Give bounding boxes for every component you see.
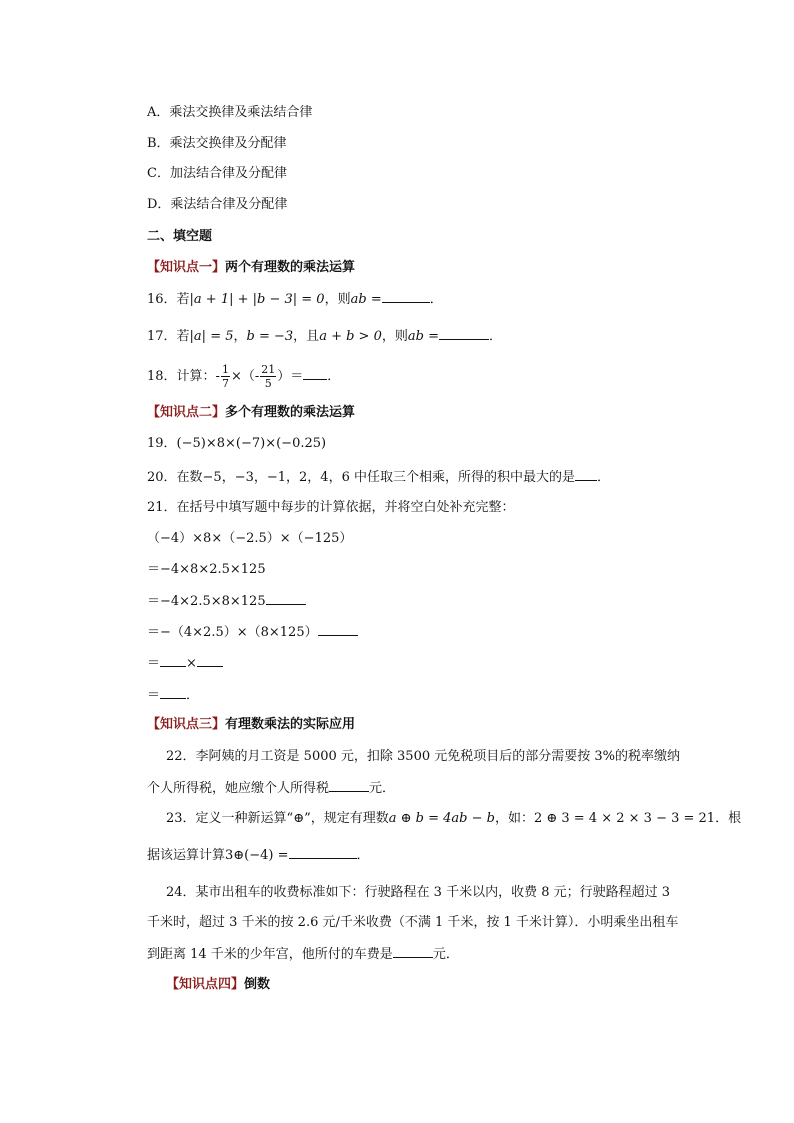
q24-unit: 元． [432,947,459,962]
kp-title: 两个有理数的乘法运算 [225,260,356,275]
q21-step-2 [147,592,306,611]
option-d: D．乘法结合律及分配律 [147,197,288,212]
question-19: 19．(−5)×8×(−7)×(−0.25) [147,436,327,451]
answer-blank[interactable] [160,654,186,667]
section-title: 二、填空题 [147,229,213,244]
option-c: C．加法结合律及分配律 [147,166,287,181]
answer-blank[interactable] [329,779,369,792]
question-17 [147,327,502,346]
q21-step-1: ＝−4×8×2.5×125 [147,562,266,577]
q21-times: × [186,656,197,671]
question-23-line-1 [166,810,741,828]
q23-example: 2 ⊕ 3 = 4 × 2 × 3 − 3 = 21 [533,811,716,826]
q16-connector: ，则 [324,292,351,307]
q23-tail: ．根 [715,811,742,826]
q17-and: ，且 [293,329,320,344]
q17-end: ． [488,329,502,344]
q21-eq: ＝ [147,656,161,671]
answer-blank[interactable] [160,686,186,699]
question-22-line-2 [147,779,395,798]
q17-cond-sum: a + b > 0 [319,329,382,344]
answer-blank[interactable] [575,468,597,481]
q18-end: ． [327,369,341,384]
knowledge-point-4: 【知识点四】倒数 [166,977,271,992]
q21-step-4 [147,654,223,673]
q23-calc: 3⊕(−4) = [225,848,289,863]
frac-denominator: 7 [221,377,229,390]
q20-text: 20．在数−5，−3，−1，2，4，6 中任取三个相乘，所得的积中最大的是 [147,470,575,485]
q23-eg: ，如： [494,811,534,826]
q16-expression: |a + 1| + |b − 3| = 0 [189,292,325,307]
q21-step-2-text: ＝−4×2.5×8×125 [147,594,266,609]
q17-ask: ab = [407,329,439,344]
q23-text: 23．定义一种新运算“⊕”，规定有理数 [166,811,389,826]
fraction-21-5 [260,363,276,390]
q17-number: 17．若 [147,329,190,344]
frac-numerator: 1 [221,363,229,376]
question-18 [147,362,340,392]
frac-denominator: 5 [264,377,272,390]
option-a: A．乘法交换律及乘法结合律 [147,105,313,120]
q20-end: ． [596,470,610,485]
q21-step-3-text: ＝−（4×2.5）×（8×125） [147,625,318,640]
question-24-line-2: 千米时，超过 3 千米的按 2.6 元/千米收费（不满 1 千米，按 1 千米计算）．小明乘坐出租车 [147,915,679,930]
q21-step-5 [147,686,199,705]
answer-blank[interactable] [197,654,223,667]
reason-blank[interactable] [266,592,306,605]
q22-text: 个人所得税，她应缴个人所得税 [147,781,330,796]
q23-text-2: 据该运算计算 [147,848,226,863]
knowledge-point-3: 【知识点三】有理数乘法的实际应用 [147,717,356,732]
q21-eq: ＝ [147,688,161,703]
question-20 [147,468,610,487]
q18-minus: - [215,369,220,384]
knowledge-point-2: 【知识点二】多个有理数的乘法运算 [147,405,356,420]
kp-title: 倒数 [244,977,271,992]
kp-tag: 知识点一 [160,260,213,275]
q23-end: ． [356,848,370,863]
reason-blank[interactable] [318,623,358,636]
kp-title: 多个有理数的乘法运算 [225,405,356,420]
q21-step-0: （−4）×8×（−2.5）×（−125） [147,531,353,546]
q23-definition: a ⊕ b = 4ab − b [388,811,495,826]
q24-text: 到距离 14 千米的少年宫，他所付的车费是 [147,947,393,962]
question-21: 21．在括号中填写题中每步的计算依据，并将空白处补充完整： [147,500,515,515]
frac-numerator: 21 [261,363,276,376]
q17-then: ，则 [381,329,408,344]
option-b: B．乘法交换律及分配律 [147,136,287,151]
answer-blank[interactable] [382,290,430,303]
kp-title: 有理数乘法的实际应用 [225,717,356,732]
q18-equals: ）＝ [277,369,304,384]
fraction-1-7 [221,363,230,390]
q21-end: ． [186,688,200,703]
question-24-line-3 [147,945,459,964]
q18-times: ×（- [230,369,260,384]
question-16 [147,290,443,309]
question-23-line-2 [147,846,370,865]
answer-blank[interactable] [439,327,489,340]
q16-ask: ab = [350,292,382,307]
answer-blank[interactable] [289,846,357,859]
answer-blank[interactable] [303,367,327,380]
q22-unit: 元． [369,781,396,796]
kp-tag: 知识点三 [160,717,213,732]
kp-tag: 知识点二 [160,405,213,420]
q17-cond-a: |a| = 5 [189,329,234,344]
q21-step-3 [147,623,358,642]
q16-end: ． [429,292,443,307]
knowledge-point-1: 【知识点一】两个有理数的乘法运算 [147,260,356,275]
q17-sep: ， [233,329,247,344]
question-24-line-1: 24．某市出租车的收费标准如下：行驶路程在 3 千米以内，收费 8 元；行驶路程超过 3 [166,885,671,900]
kp-tag: 知识点四 [179,977,232,992]
question-22-line-1: 22．李阿姨的月工资是 5000 元，扣除 3500 元免税项目后的部分需要按 3%的税率缴纳 [166,749,680,764]
q18-number: 18．计算： [147,369,216,384]
q16-number: 16．若 [147,292,190,307]
q17-cond-b: b = −3 [246,329,294,344]
answer-blank[interactable] [393,945,433,958]
